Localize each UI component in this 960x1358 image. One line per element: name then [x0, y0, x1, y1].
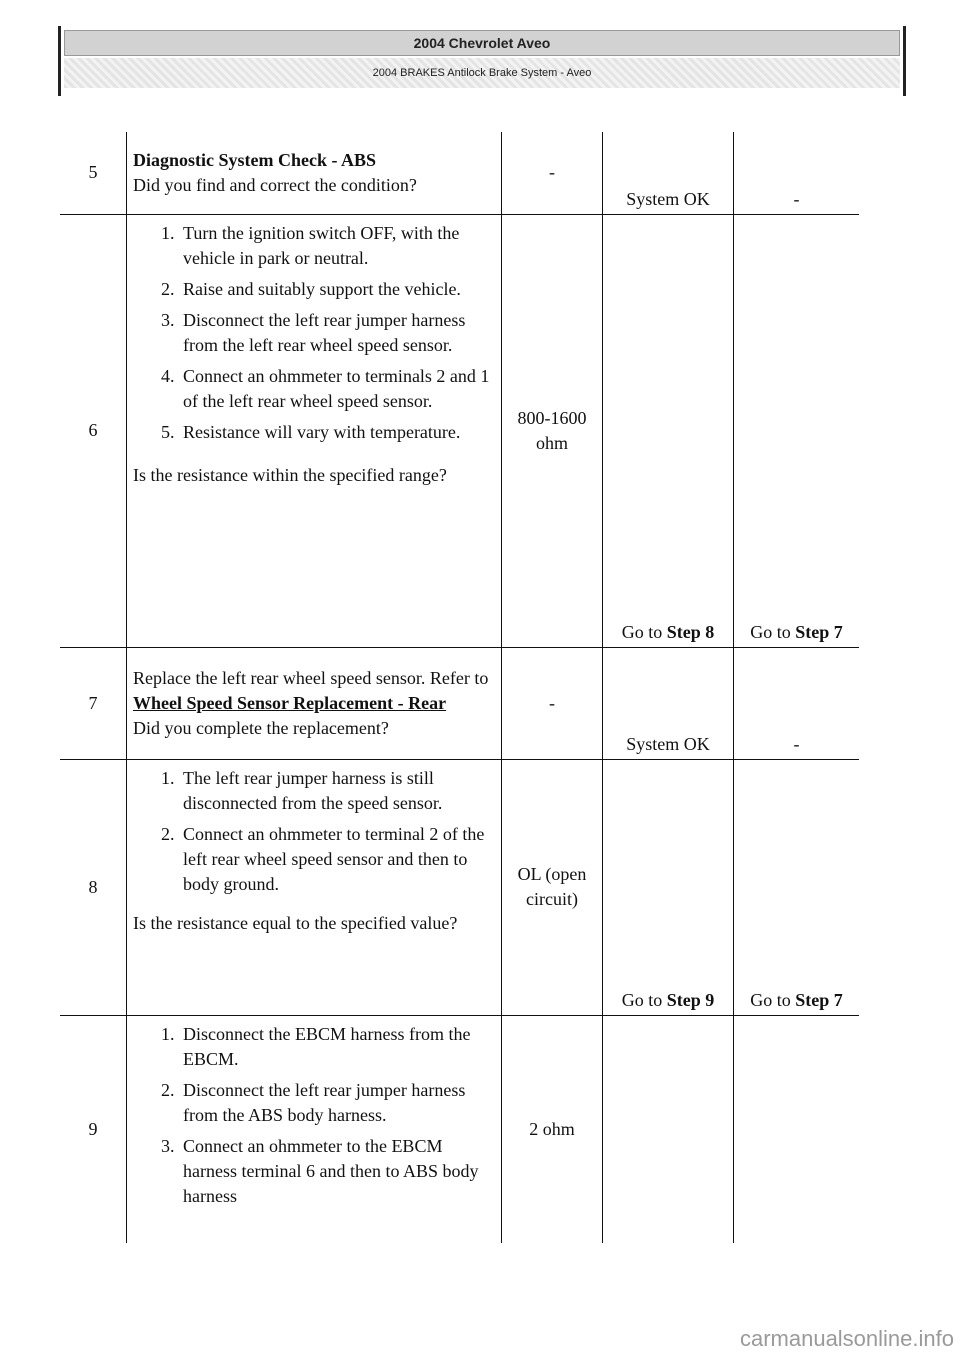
yes-cell	[603, 759, 734, 1015]
yes-cell	[603, 214, 734, 647]
list-item: 1. Turn the ignition switch OFF, with the vehicle in park or neutral.	[179, 221, 495, 271]
diagnostic-table	[60, 132, 859, 1243]
action-cell	[127, 647, 502, 759]
action-question: Is the resistance within the specified range?	[133, 464, 447, 485]
action-question: Did you find and correct the condition?	[133, 174, 417, 195]
list-item: 5. Resistance will vary with temperature.	[179, 420, 495, 445]
step-number: 6	[60, 214, 127, 647]
no-cell: -	[734, 647, 860, 759]
table-row	[60, 1015, 859, 1243]
value-cell: 2 ohm	[502, 1015, 603, 1243]
document-header	[58, 26, 906, 96]
action-text	[133, 666, 495, 716]
no-cell	[734, 1015, 860, 1243]
action-cell	[127, 214, 502, 647]
go-to-step-7-link[interactable]: Step 7	[795, 621, 843, 642]
step-number: 5	[60, 132, 127, 214]
yes-cell	[603, 1015, 734, 1243]
action-steps	[133, 1022, 495, 1209]
step-number: 8	[60, 759, 127, 1015]
yes-prefix: Go to	[621, 621, 667, 642]
value-cell: 800-1600 ohm	[502, 214, 603, 647]
yes-cell: System OK	[603, 132, 734, 214]
table-row	[60, 647, 859, 759]
header-left-border	[58, 26, 61, 96]
yes-cell: System OK	[603, 647, 734, 759]
action-cell	[127, 759, 502, 1015]
no-cell	[734, 759, 860, 1015]
list-item: 3. Connect an ohmmeter to the EBCM harness terminal 6 and then to ABS body harness	[179, 1134, 495, 1209]
no-cell	[734, 214, 860, 647]
action-cell	[127, 1015, 502, 1243]
no-cell: -	[734, 132, 860, 214]
table-row	[60, 132, 859, 214]
step-number: 7	[60, 647, 127, 759]
go-to-step-7-link[interactable]: Step 7	[795, 989, 843, 1010]
go-to-step-8-link[interactable]: Step 8	[666, 621, 715, 642]
list-item: 2. Connect an ohmmeter to terminal 2 of the left rear wheel speed sensor and then to body ground.	[179, 822, 495, 897]
list-item: 1. Disconnect the EBCM harness from the EBCM.	[179, 1022, 495, 1072]
header-right-border	[903, 26, 906, 96]
value-cell: -	[502, 132, 603, 214]
list-item: 3. Disconnect the left rear jumper harness from the left rear wheel speed sensor.	[179, 308, 495, 358]
go-to-step-9-link[interactable]: Step 9	[666, 989, 715, 1010]
value-cell: -	[502, 647, 603, 759]
wheel-speed-sensor-replacement-link[interactable]: Wheel Speed Sensor Replacement - Rear	[133, 692, 447, 713]
value-cell: OL (open circuit)	[502, 759, 603, 1015]
list-item: 2. Disconnect the left rear jumper harness from the ABS body harness.	[179, 1078, 495, 1128]
list-item: 2. Raise and suitably support the vehicle.	[179, 277, 495, 302]
table-row	[60, 214, 859, 647]
table-row	[60, 759, 859, 1015]
action-text-lead: Replace the left rear wheel speed sensor. Refer to	[133, 667, 489, 688]
list-item: 1. The left rear jumper harness is still disconnected from the speed sensor.	[179, 766, 495, 816]
document-subtitle: 2004 BRAKES Antilock Brake System - Aveo	[64, 58, 900, 88]
action-question: Is the resistance equal to the specified value?	[133, 912, 458, 933]
watermark: carmanualsonline.info	[739, 1326, 954, 1351]
action-steps	[133, 221, 495, 445]
action-cell	[127, 132, 502, 214]
action-question: Did you complete the replacement?	[133, 717, 389, 738]
step-number: 9	[60, 1015, 127, 1243]
no-prefix: Go to	[750, 989, 796, 1010]
yes-prefix: Go to	[621, 989, 667, 1010]
action-title: Diagnostic System Check - ABS	[133, 149, 377, 170]
no-prefix: Go to	[750, 621, 796, 642]
list-item: 4. Connect an ohmmeter to terminals 2 and 1 of the left rear wheel speed sensor.	[179, 364, 495, 414]
document-title: 2004 Chevrolet Aveo	[64, 30, 900, 56]
action-steps	[133, 766, 495, 897]
